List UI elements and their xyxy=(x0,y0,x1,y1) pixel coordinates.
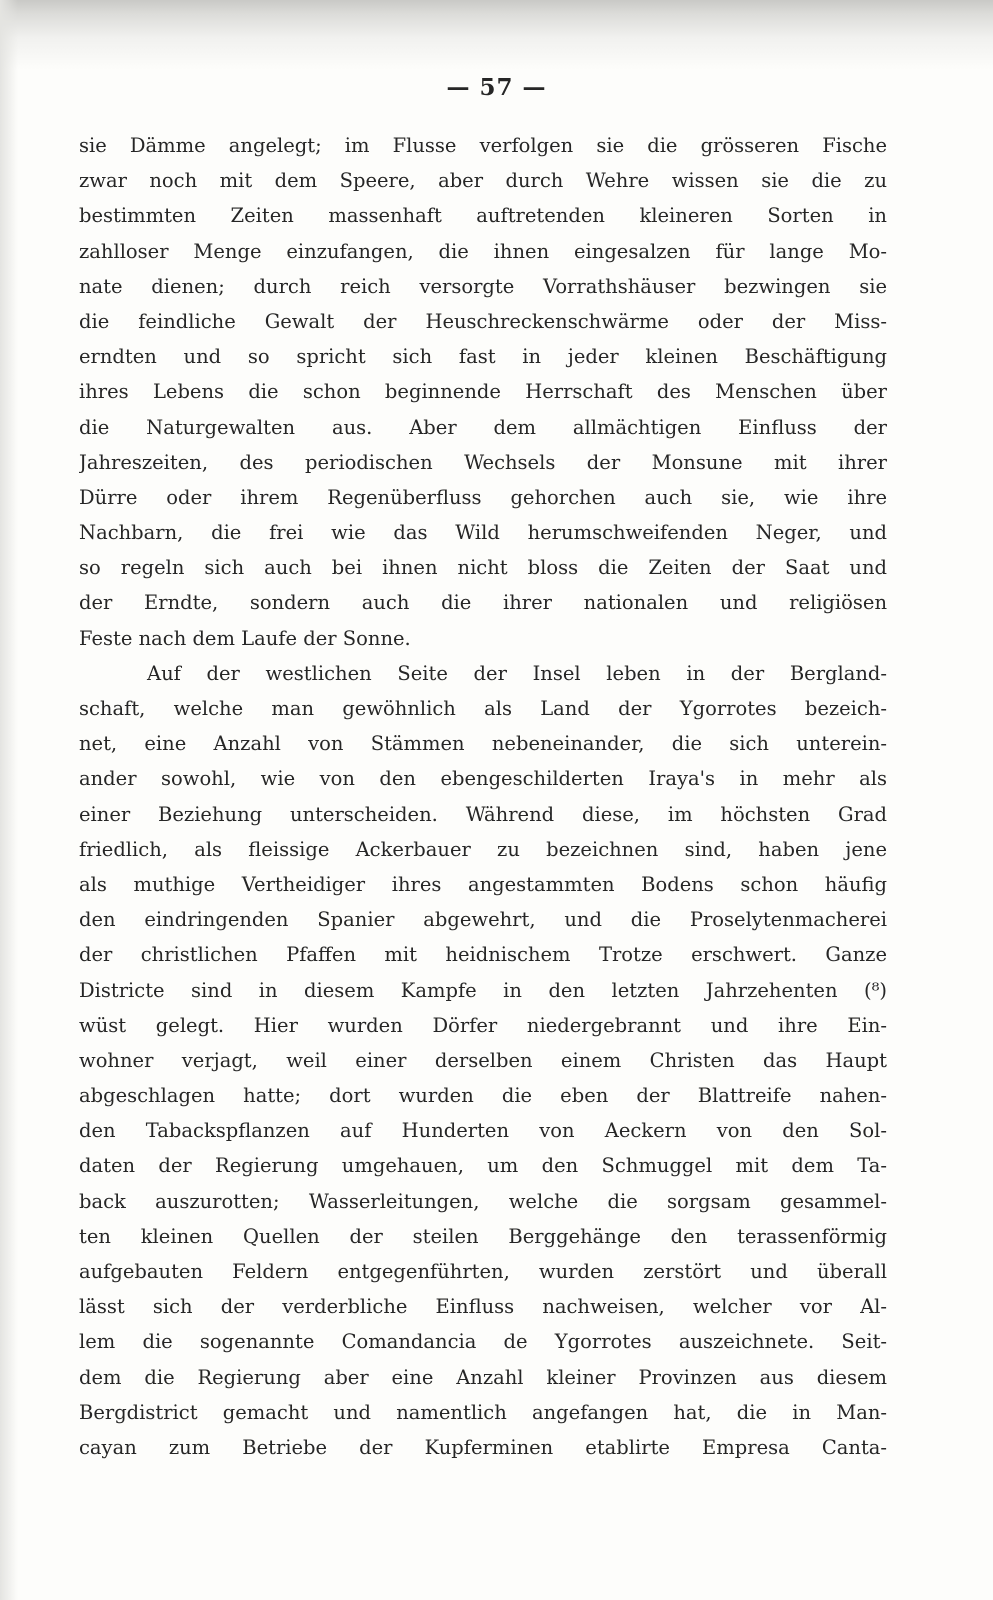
text-line: net, eine Anzahl von Stämmen nebeneinander, die sich unterein- xyxy=(79,732,887,756)
text-line: Feste nach dem Laufe der Sonne. xyxy=(79,626,411,650)
text-line: erndten und so spricht sich fast in jeder kleinen Beschäftigung xyxy=(79,345,887,369)
text-line: Bergdistrict gemacht und namentlich angefangen hat, die in Man- xyxy=(79,1400,887,1424)
text-line: daten der Regierung umgehauen, um den Schmuggel mit dem Ta- xyxy=(79,1154,887,1178)
text-line: die Naturgewalten aus. Aber dem allmächtigen Einfluss der xyxy=(79,415,887,439)
text-line: bestimmten Zeiten massenhaft auftretenden kleineren Sorten in xyxy=(79,204,887,228)
text-line: nate dienen; durch reich versorgte Vorrathshäuser bezwingen sie xyxy=(79,274,887,298)
text-line: ihres Lebens die schon beginnende Herrschaft des Menschen über xyxy=(79,380,887,404)
text-line: der christlichen Pfaffen mit heidnischem Trotze erschwert. Ganze xyxy=(79,943,887,967)
text-line: Auf der westlichen Seite der Insel leben in der Bergland- xyxy=(147,661,887,685)
scan-shadow-left xyxy=(0,0,18,1600)
text-line: back auszurotten; Wasserleitungen, welche die sorgsam gesammel- xyxy=(79,1189,887,1213)
text-line: Districte sind in diesem Kampfe in den letzten Jahrzehenten (⁸) xyxy=(79,978,887,1002)
text-line: friedlich, als fleissige Ackerbauer zu bezeichnen sind, haben jene xyxy=(79,837,887,861)
text-line: schaft, welche man gewöhnlich als Land der Ygorrotes bezeich- xyxy=(79,697,887,720)
text-line: abgeschlagen hatte; dort wurden die eben der Blattreife nahen- xyxy=(79,1084,887,1108)
paragraph-2 xyxy=(79,656,887,1465)
text-line: wohner verjagt, weil einer derselben einem Christen das Haupt xyxy=(79,1048,887,1072)
text-line: Jahreszeiten, des periodischen Wechsels der Monsune mit ihrer xyxy=(79,450,887,474)
text-line: aufgebauten Feldern entgegenführten, wurden zerstört und überall xyxy=(79,1260,887,1283)
text-line: einer Beziehung unterscheiden. Während diese, im höchsten Grad xyxy=(79,802,887,826)
scan-shadow-top xyxy=(0,0,993,70)
text-line: sie Dämme angelegt; im Flusse verfolgen sie die grösseren Fische xyxy=(79,134,887,157)
text-line: lem die sogenannte Comandancia de Ygorrotes auszeichnete. Seit- xyxy=(79,1330,887,1354)
text-line: den Tabackspflanzen auf Hunderten von Aeckern von den Sol- xyxy=(79,1119,887,1143)
text-line: wüst gelegt. Hier wurden Dörfer niedergebrannt und ihre Ein- xyxy=(79,1013,887,1037)
text-line: dem die Regierung aber eine Anzahl kleiner Provinzen aus diesem xyxy=(79,1365,887,1389)
text-line: cayan zum Betriebe der Kupferminen etablirte Empresa Canta- xyxy=(79,1435,887,1459)
text-line: zahlloser Menge einzufangen, die ihnen eingesalzen für lange Mo- xyxy=(79,239,887,263)
page-number: — 57 — xyxy=(446,74,547,101)
paragraph-1 xyxy=(79,128,887,656)
text-line: so regeln sich auch bei ihnen nicht bloss die Zeiten der Saat und xyxy=(79,556,887,580)
text-line: Dürre oder ihrem Regenüberfluss gehorchen auch sie, wie ihre xyxy=(79,485,887,509)
text-line: die feindliche Gewalt der Heuschreckenschwärme oder der Miss- xyxy=(79,309,887,333)
text-line: zwar noch mit dem Speere, aber durch Wehre wissen sie die zu xyxy=(79,169,887,193)
text-line: als muthige Vertheidiger ihres angestammten Bodens schon häufig xyxy=(79,872,887,896)
body-text xyxy=(79,128,887,1465)
text-line: den eindringenden Spanier abgewehrt, und die Proselytenmacherei xyxy=(79,908,887,932)
text-line: der Erndte, sondern auch die ihrer nationalen und religiösen xyxy=(79,591,887,615)
text-line: ten kleinen Quellen der steilen Berggehänge den terassenförmig xyxy=(79,1224,887,1248)
text-line: ander sowohl, wie von den ebengeschilderten Iraya's in mehr als xyxy=(79,767,887,791)
text-line: lässt sich der verderbliche Einfluss nachweisen, welcher vor Al- xyxy=(79,1295,887,1319)
text-line: Nachbarn, die frei wie das Wild herumschweifenden Neger, und xyxy=(79,521,887,545)
